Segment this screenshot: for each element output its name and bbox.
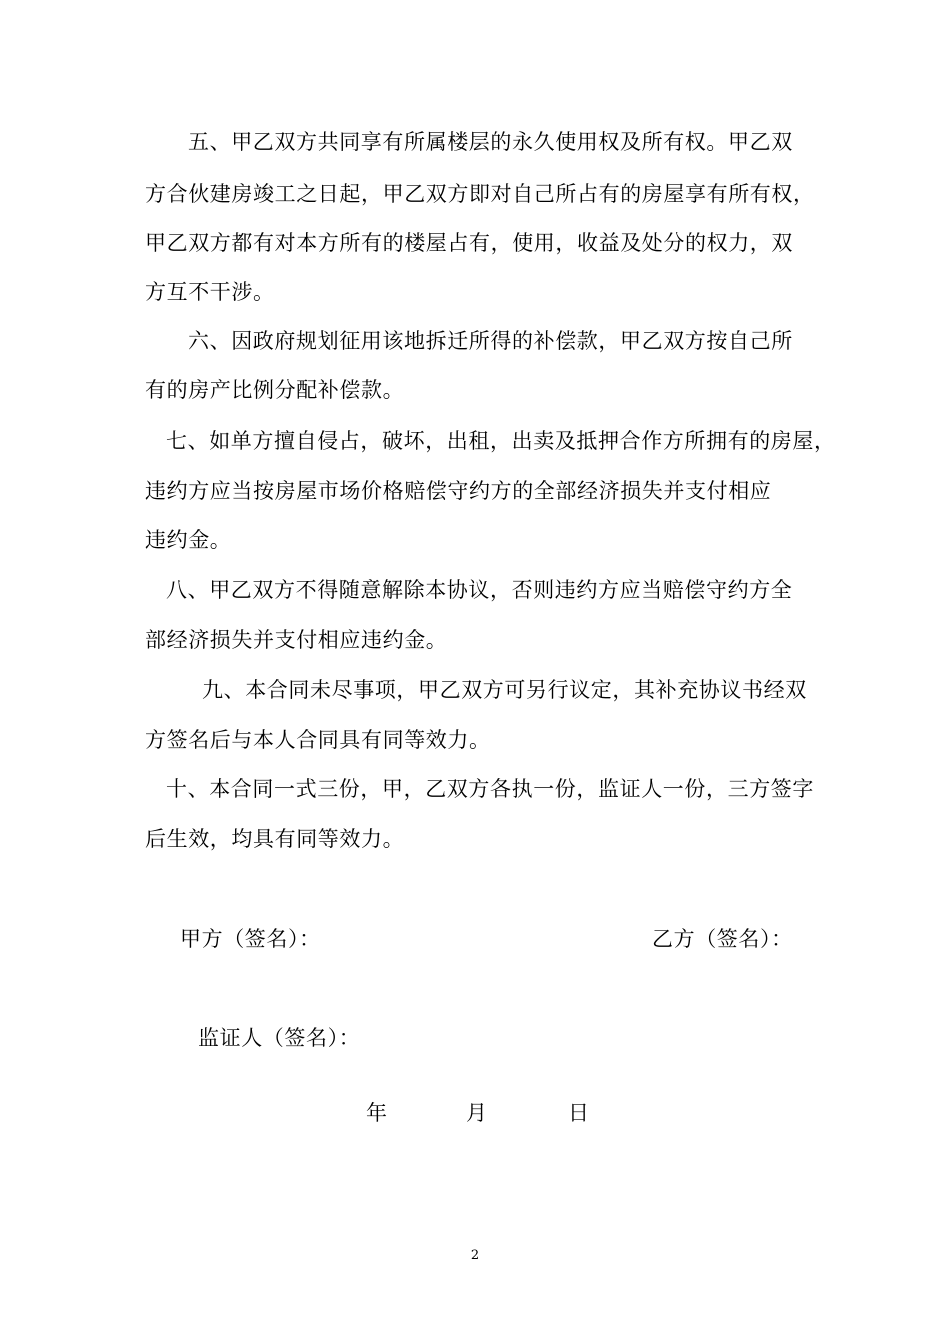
clause-seven-line-3: 违约金。 (145, 528, 232, 552)
clause-five-line-1: 五、甲乙双方共同享有所属楼层的永久使用权及所有权。甲乙双 (188, 130, 793, 154)
page-number: 2 (470, 1248, 480, 1263)
clause-six-line-2: 有的房产比例分配补偿款。 (145, 378, 405, 402)
clause-six-line-1: 六、因政府规划征用该地拆迁所得的补偿款，甲乙双方按自己所 (188, 329, 793, 353)
clause-five-line-2: 方合伙建房竣工之日起，甲乙双方即对自己所占有的房屋享有所有权， (145, 182, 815, 206)
clause-nine-line-1: 九、本合同未尽事项，甲乙双方可另行议定，其补充协议书经双 (202, 678, 807, 702)
clause-five-line-3: 甲乙双方都有对本方所有的楼屋占有，使用，收益及处分的权力，双 (145, 231, 793, 255)
party-a-signature-label: 甲方（签名）： (180, 927, 321, 951)
clause-ten-line-2: 后生效，均具有同等效力。 (145, 827, 405, 851)
clause-eight-line-2: 部经济损失并支付相应违约金。 (145, 628, 448, 652)
witness-signature-label: 监证人（签名）： (198, 1026, 361, 1050)
clause-eight-line-1: 八、甲乙双方不得随意解除本协议，否则违约方应当赔偿守约方全 (166, 578, 793, 602)
clause-seven-line-1: 七、如单方擅自侵占，破坏，出租，出卖及抵押合作方所拥有的房屋， (166, 429, 836, 453)
clause-ten-line-1: 十、本合同一式三份，甲，乙双方各执一份，监证人一份，三方签字 (166, 777, 814, 801)
date-year-label: 年 (366, 1101, 388, 1125)
clause-seven-line-2: 违约方应当按房屋市场价格赔偿守约方的全部经济损失并支付相应 (145, 479, 772, 503)
party-b-signature-label: 乙方（签名）： (652, 927, 793, 951)
date-month-label: 月 (466, 1101, 488, 1125)
clause-five-line-4: 方互不干涉。 (145, 280, 275, 304)
clause-nine-line-2: 方签名后与本人合同具有同等效力。 (145, 728, 491, 752)
date-day-label: 日 (568, 1101, 590, 1125)
